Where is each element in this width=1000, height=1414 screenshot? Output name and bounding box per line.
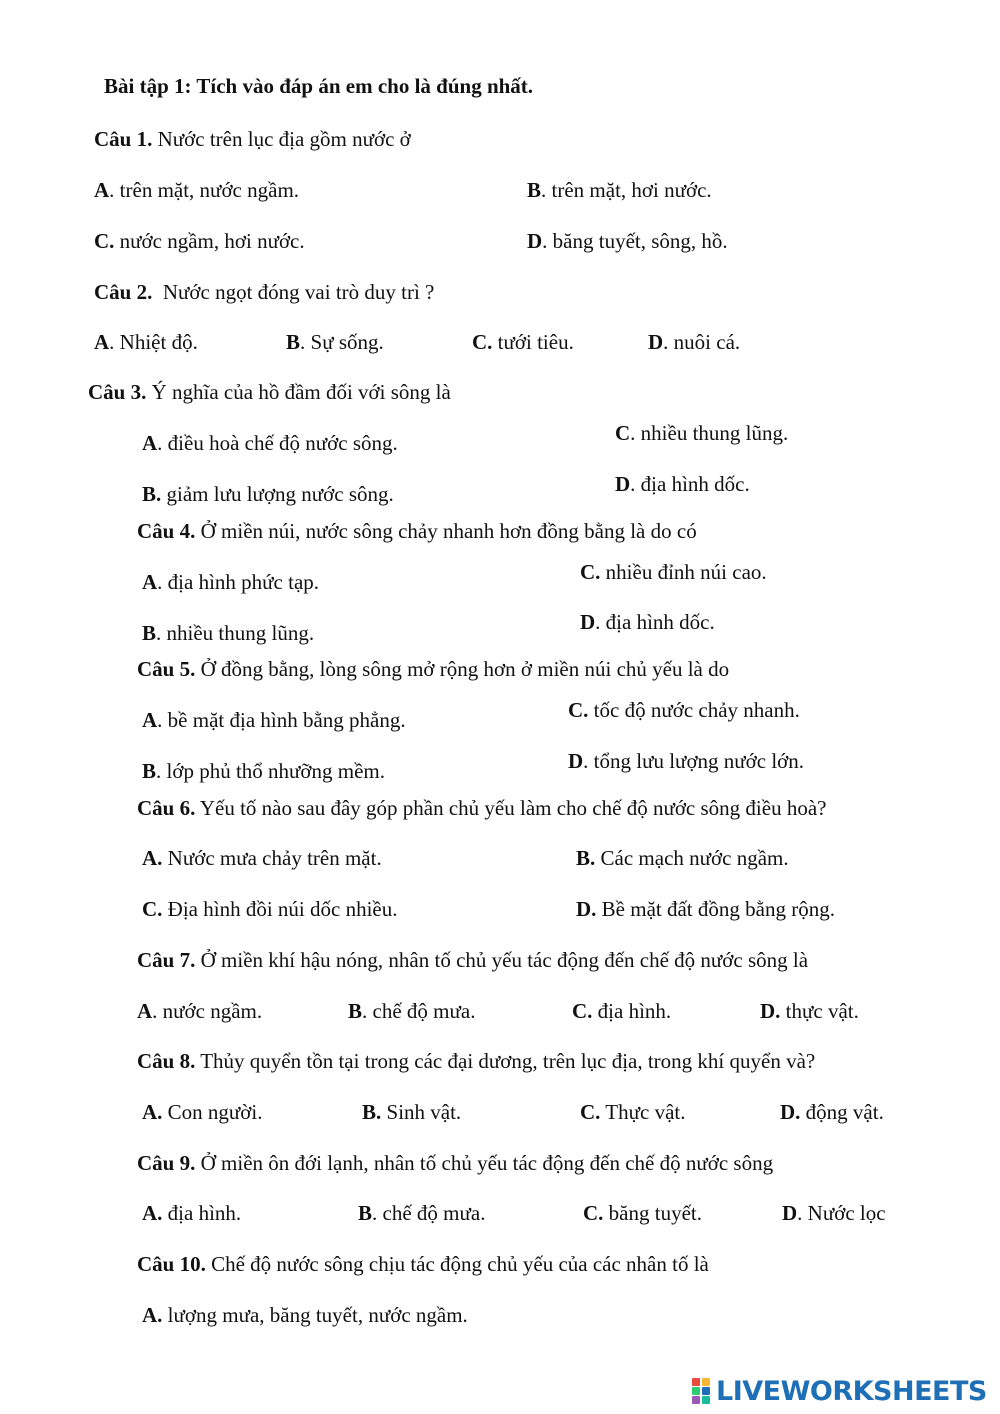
option-text: nước ngầm, hơi nước. bbox=[114, 229, 305, 253]
option-8d[interactable] bbox=[780, 1099, 884, 1125]
option-5d[interactable] bbox=[568, 748, 804, 774]
option-letter: D bbox=[782, 1201, 798, 1225]
question-label: Câu 6. bbox=[137, 796, 196, 820]
option-text: . địa hình dốc. bbox=[595, 610, 715, 634]
option-letter: C. bbox=[583, 1201, 604, 1225]
option-text: địa hình. bbox=[592, 999, 672, 1023]
question-8 bbox=[137, 1048, 815, 1074]
option-text: . chế độ mưa. bbox=[372, 1201, 486, 1225]
option-letter: B bbox=[348, 999, 363, 1023]
option-5a[interactable] bbox=[142, 707, 406, 733]
option-7d[interactable] bbox=[760, 998, 859, 1024]
option-text: Các mạch nước ngầm. bbox=[595, 846, 789, 870]
option-text: . trên mặt, nước ngầm. bbox=[109, 178, 300, 202]
option-letter: C. bbox=[580, 1100, 601, 1124]
option-letter: C. bbox=[94, 229, 115, 253]
option-text: tốc độ nước chảy nhanh. bbox=[588, 698, 800, 722]
option-10a[interactable] bbox=[142, 1302, 468, 1328]
option-text: . nhiều thung lũng. bbox=[630, 421, 789, 445]
question-text: Nước trên lục địa gồm nước ở bbox=[152, 127, 411, 151]
option-text: Địa hình đồi núi dốc nhiều. bbox=[162, 897, 398, 921]
option-6a[interactable] bbox=[142, 845, 382, 871]
option-letter: A bbox=[137, 999, 153, 1023]
question-3 bbox=[88, 379, 451, 405]
option-4a[interactable] bbox=[142, 569, 319, 595]
liveworksheets-logo bbox=[692, 1374, 987, 1408]
option-letter: D bbox=[568, 749, 584, 773]
option-text: . địa hình phức tạp. bbox=[157, 570, 320, 594]
option-text: . Nhiệt độ. bbox=[109, 330, 198, 354]
question-4 bbox=[137, 518, 697, 544]
option-letter: A bbox=[94, 178, 110, 202]
brand-name: LIVEWORKSHEETS bbox=[716, 1375, 987, 1407]
option-3b[interactable] bbox=[142, 481, 394, 507]
option-text: . lớp phủ thổ nhưỡng mềm. bbox=[156, 759, 386, 783]
question-label: Câu 1. bbox=[94, 127, 153, 151]
option-text: . nuôi cá. bbox=[663, 330, 741, 354]
question-text: Ý nghĩa của hồ đầm đối với sông là bbox=[146, 380, 451, 404]
option-letter: D bbox=[615, 472, 631, 496]
question-label: Câu 5. bbox=[137, 657, 196, 681]
question-label: Câu 2. bbox=[94, 280, 153, 304]
option-8b[interactable] bbox=[362, 1099, 461, 1125]
option-text: . chế độ mưa. bbox=[362, 999, 476, 1023]
question-text: Yếu tố nào sau đây góp phần chủ yếu làm cho chế độ nước sông điều hoà? bbox=[195, 796, 827, 820]
option-9b[interactable] bbox=[358, 1200, 485, 1226]
option-text: Nước mưa chảy trên mặt. bbox=[162, 846, 382, 870]
option-6c[interactable] bbox=[142, 896, 397, 922]
question-text: Ở miền khí hậu nóng, nhân tố chủ yếu tác động đến chế độ nước sông là bbox=[195, 948, 809, 972]
question-6 bbox=[137, 795, 826, 821]
liveworksheets-logo-icon bbox=[692, 1378, 712, 1404]
option-letter: B. bbox=[142, 482, 162, 506]
option-text: băng tuyết. bbox=[603, 1201, 702, 1225]
option-2c[interactable] bbox=[472, 329, 574, 355]
question-5 bbox=[137, 656, 729, 682]
option-letter: B bbox=[286, 330, 301, 354]
option-text: Bề mặt đất đồng bằng rộng. bbox=[596, 897, 835, 921]
option-text: Thực vật. bbox=[600, 1100, 686, 1124]
option-text: . Nước lọc bbox=[797, 1201, 886, 1225]
option-2a[interactable] bbox=[94, 329, 198, 355]
option-letter: C. bbox=[572, 999, 593, 1023]
option-6d[interactable] bbox=[576, 896, 835, 922]
question-label: Câu 9. bbox=[137, 1151, 196, 1175]
question-text: Ở đồng bằng, lòng sông mở rộng hơn ở miền núi chủ yếu là do bbox=[195, 657, 730, 681]
question-label: Câu 7. bbox=[137, 948, 196, 972]
question-label: Câu 3. bbox=[88, 380, 147, 404]
option-letter: C. bbox=[568, 698, 589, 722]
question-text: Nước ngọt đóng vai trò duy trì ? bbox=[152, 280, 435, 304]
option-letter: D bbox=[527, 229, 543, 253]
option-8a[interactable] bbox=[142, 1099, 263, 1125]
option-letter: D bbox=[580, 610, 596, 634]
option-letter: D. bbox=[780, 1100, 801, 1124]
option-text: . địa hình dốc. bbox=[630, 472, 750, 496]
option-text: nhiều đỉnh núi cao. bbox=[600, 560, 767, 584]
option-text: Sinh vật. bbox=[381, 1100, 462, 1124]
question-text: Chế độ nước sông chịu tác động chủ yếu của các nhân tố là bbox=[205, 1252, 709, 1276]
option-letter: A bbox=[94, 330, 110, 354]
option-text: Con người. bbox=[162, 1100, 263, 1124]
option-text: động vật. bbox=[800, 1100, 884, 1124]
option-7b[interactable] bbox=[348, 998, 475, 1024]
option-letter: A. bbox=[142, 1100, 163, 1124]
option-letter: C. bbox=[580, 560, 601, 584]
option-8c[interactable] bbox=[580, 1099, 685, 1125]
option-text: tưới tiêu. bbox=[492, 330, 574, 354]
question-text: Ở miền ôn đới lạnh, nhân tố chủ yếu tác động đến chế độ nước sông bbox=[195, 1151, 774, 1175]
option-letter: A bbox=[142, 431, 158, 455]
option-4d[interactable] bbox=[580, 609, 715, 635]
option-1a[interactable] bbox=[94, 177, 299, 203]
option-letter: A. bbox=[142, 1201, 163, 1225]
option-7a[interactable] bbox=[137, 998, 262, 1024]
option-letter: A. bbox=[142, 1303, 163, 1327]
option-text: . nhiều thung lũng. bbox=[156, 621, 315, 645]
option-text: . trên mặt, hơi nước. bbox=[541, 178, 712, 202]
question-text: Ở miền núi, nước sông chảy nhanh hơn đồng bằng là do có bbox=[195, 519, 697, 543]
question-text: Thủy quyển tồn tại trong các đại dương, trên lục địa, trong khí quyển và? bbox=[195, 1049, 816, 1073]
option-text: . Sự sống. bbox=[300, 330, 384, 354]
question-1 bbox=[94, 126, 411, 152]
option-letter: B. bbox=[362, 1100, 382, 1124]
option-2d[interactable] bbox=[648, 329, 740, 355]
option-1d[interactable] bbox=[527, 228, 728, 254]
option-text: lượng mưa, băng tuyết, nước ngầm. bbox=[162, 1303, 468, 1327]
option-letter: A bbox=[142, 570, 158, 594]
option-1b[interactable] bbox=[527, 177, 712, 203]
option-9c[interactable] bbox=[583, 1200, 702, 1226]
option-letter: B bbox=[142, 759, 157, 783]
question-label: Câu 10. bbox=[137, 1252, 206, 1276]
option-letter: A bbox=[142, 708, 158, 732]
option-9d[interactable] bbox=[782, 1200, 886, 1226]
page-title: Bài tập 1: Tích vào đáp án em cho là đúng nhất. bbox=[104, 74, 534, 98]
option-letter: B bbox=[527, 178, 542, 202]
option-letter: B bbox=[358, 1201, 373, 1225]
option-3c[interactable] bbox=[615, 420, 788, 446]
option-text: thực vật. bbox=[780, 999, 859, 1023]
option-letter: B bbox=[142, 621, 157, 645]
question-label: Câu 4. bbox=[137, 519, 196, 543]
option-letter: D. bbox=[576, 897, 597, 921]
option-text: giảm lưu lượng nước sông. bbox=[161, 482, 394, 506]
option-4c[interactable] bbox=[580, 559, 767, 585]
question-9 bbox=[137, 1150, 773, 1176]
option-4b[interactable] bbox=[142, 620, 314, 646]
option-3a[interactable] bbox=[142, 430, 398, 456]
option-1c[interactable] bbox=[94, 228, 305, 254]
option-letter: C. bbox=[142, 897, 163, 921]
option-5b[interactable] bbox=[142, 758, 385, 784]
option-letter: A. bbox=[142, 846, 163, 870]
question-2 bbox=[94, 279, 434, 305]
option-letter: D. bbox=[760, 999, 781, 1023]
option-text: địa hình. bbox=[162, 1201, 242, 1225]
option-7c[interactable] bbox=[572, 998, 671, 1024]
option-2b[interactable] bbox=[286, 329, 384, 355]
option-letter: C bbox=[615, 421, 631, 445]
option-text: . điều hoà chế độ nước sông. bbox=[157, 431, 398, 455]
question-10 bbox=[137, 1251, 709, 1277]
option-9a[interactable] bbox=[142, 1200, 241, 1226]
option-text: . tổng lưu lượng nước lớn. bbox=[583, 749, 805, 773]
option-text: . nước ngầm. bbox=[152, 999, 263, 1023]
option-text: . bề mặt địa hình bằng phẳng. bbox=[157, 708, 406, 732]
option-5c[interactable] bbox=[568, 697, 800, 723]
option-3d[interactable] bbox=[615, 471, 750, 497]
question-7 bbox=[137, 947, 808, 973]
option-letter: C. bbox=[472, 330, 493, 354]
option-letter: D bbox=[648, 330, 664, 354]
question-label: Câu 8. bbox=[137, 1049, 196, 1073]
option-text: . băng tuyết, sông, hồ. bbox=[542, 229, 728, 253]
option-6b[interactable] bbox=[576, 845, 789, 871]
option-letter: B. bbox=[576, 846, 596, 870]
